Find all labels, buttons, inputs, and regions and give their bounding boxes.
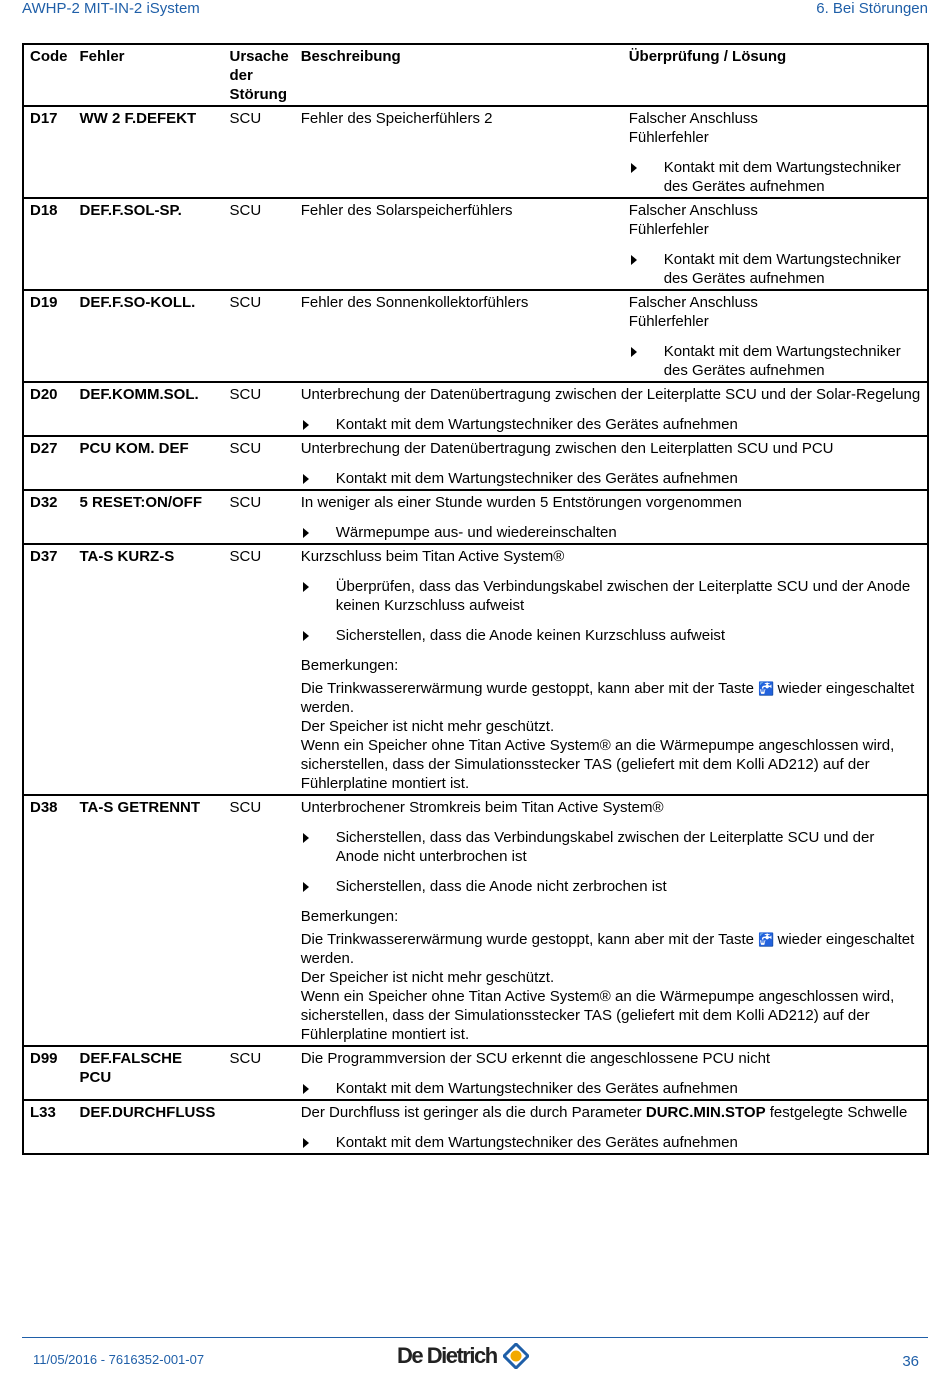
check-item: Falscher Anschluss [628,202,758,219]
fault-code: L33 [23,1100,74,1154]
remark-text: Wenn ein Speicher ohne Titan Active System® an die Wärmepumpe angeschlossen wird, sicherstellen, dass der Simulationsstecker TAS (geliefert mit dem Kolli AD212) auf der Fühlerplatine montiert ist. [300,988,895,1043]
brand-logo [397,1343,529,1369]
description-text-part: Der Durchfluss ist geringer als die durch Parameter [300,1104,642,1121]
fault-code: D18 [23,198,74,290]
fault-description: Fehler des Sonnenkollektorfühlers [295,290,623,382]
action-item: Sicherstellen, dass die Anode keinen Kurzschluss aufweist [301,626,921,645]
remark-text [301,679,921,717]
action-item: Kontakt mit dem Wartungstechniker des Gerätes aufnehmen [629,250,921,288]
table-row [23,198,928,290]
fault-name: DEF.KOMM.SOL. [74,382,224,436]
fault-description: Fehler des Solarspeicherfühlers [295,198,623,290]
action-item: Kontakt mit dem Wartungstechniker des Gerätes aufnehmen [301,1133,921,1152]
header-document-title: AWHP-2 MIT-IN-2 iSystem [22,0,200,17]
fault-cause: SCU [224,490,295,544]
description-text: Die Programmversion der SCU erkennt die angeschlossene PCU nicht [300,1050,771,1067]
fault-cause [224,1100,295,1154]
table-row [23,382,928,436]
remark-text-part: wieder eingeschaltet werden. [300,680,915,716]
fault-name: TA-S GETRENNT [74,795,224,1046]
action-item: Sicherstellen, dass die Anode nicht zerbrochen ist [301,877,921,896]
fault-code: D38 [23,795,74,1046]
fault-description [295,382,928,436]
remark-text-part: Die Trinkwassererwärmung wurde gestoppt, kann aber mit der Taste [300,680,754,697]
description-text: Unterbrochener Stromkreis beim Titan Active System® [300,799,664,816]
action-item: Überprüfen, dass das Verbindungskabel zwischen der Leiterplatte SCU und der Anode keinen Kurzschluss aufweist [301,577,921,615]
fault-cause: SCU [224,106,295,198]
fault-description [295,544,928,795]
fault-code: D17 [23,106,74,198]
fault-code: D20 [23,382,74,436]
table-row [23,1100,928,1154]
fault-description [295,1100,928,1154]
fault-name: DEF.F.SO-KOLL. [74,290,224,382]
fault-solution [623,290,928,382]
action-item: Sicherstellen, dass das Verbindungskabel zwischen der Leiterplatte SCU und der Anode nicht unterbrochen ist [301,828,921,866]
check-item: Falscher Anschluss [628,294,758,311]
fault-description: Fehler des Speicherfühlers 2 [295,106,623,198]
remark-text: Wenn ein Speicher ohne Titan Active System® an die Wärmepumpe angeschlossen wird, sicherstellen, dass der Simulationsstecker TAS (geliefert mit dem Kolli AD212) auf der Fühlerplatine montiert ist. [300,737,895,792]
column-header-description: Beschreibung [295,44,623,106]
fault-table [22,43,929,1155]
table-row [23,1046,928,1100]
fault-code: D27 [23,436,74,490]
header-chapter-title: 6. Bei Störungen [816,0,928,17]
brand-diamond-icon [503,1343,529,1369]
parameter-name: DURC.MIN.STOP [645,1104,766,1121]
action-item: Kontakt mit dem Wartungstechniker des Gerätes aufnehmen [301,1079,921,1098]
fault-name: DEF.DURCHFLUSS [74,1100,224,1154]
remark-text-part: Die Trinkwassererwärmung wurde gestoppt, kann aber mit der Taste [300,931,754,948]
table-row [23,490,928,544]
check-item: Fühlerfehler [628,313,709,330]
check-item: Fühlerfehler [628,129,709,146]
fault-description [295,436,928,490]
description-text: Unterbrechung der Datenübertragung zwischen den Leiterplatten SCU und PCU [300,440,834,457]
remark-text [301,930,921,968]
table-row [23,106,928,198]
fault-cause: SCU [224,795,295,1046]
remark-text-part: wieder eingeschaltet werden. [300,931,915,967]
table-header-row [23,44,928,106]
fault-code: D32 [23,490,74,544]
action-item: Kontakt mit dem Wartungstechniker des Gerätes aufnehmen [301,469,921,488]
fault-description [295,490,928,544]
table-row [23,290,928,382]
action-item: Kontakt mit dem Wartungstechniker des Gerätes aufnehmen [629,158,921,196]
remarks-title: Bemerkungen: [300,657,399,674]
footer-divider [22,1337,928,1338]
page-number: 36 [902,1353,919,1370]
fault-name: DEF.F.SOL-SP. [74,198,224,290]
action-item: Wärmepumpe aus- und wiedereinschalten [301,523,921,542]
fault-name: PCU KOM. DEF [74,436,224,490]
check-item: Falscher Anschluss [628,110,758,127]
column-header-code: Code [23,44,74,106]
table-row [23,436,928,490]
fault-description [295,795,928,1046]
fault-code: D37 [23,544,74,795]
description-text [301,1103,921,1122]
fault-cause: SCU [224,198,295,290]
fault-cause: SCU [224,1046,295,1100]
tap-key-icon: 🚰 [758,681,774,696]
tap-key-icon: 🚰 [758,932,774,947]
fault-solution [623,198,928,290]
fault-code: D19 [23,290,74,382]
fault-name: DEF.FALSCHE PCU [74,1046,224,1100]
action-item: Kontakt mit dem Wartungstechniker des Gerätes aufnehmen [301,415,921,434]
column-header-cause: Ursache der Störung [224,44,295,106]
fault-description [295,1046,928,1100]
fault-name: WW 2 F.DEFEKT [74,106,224,198]
fault-cause: SCU [224,382,295,436]
description-text: In weniger als einer Stunde wurden 5 Entstörungen vorgenommen [300,494,742,511]
table-row [23,544,928,795]
action-item: Kontakt mit dem Wartungstechniker des Gerätes aufnehmen [629,342,921,380]
fault-code: D99 [23,1046,74,1100]
remarks-title: Bemerkungen: [300,908,399,925]
column-header-fault: Fehler [74,44,224,106]
fault-cause: SCU [224,290,295,382]
description-text: Kurzschluss beim Titan Active System® [300,548,565,565]
check-item: Fühlerfehler [628,221,709,238]
column-header-solution: Überprüfung / Lösung [623,44,928,106]
fault-solution [623,106,928,198]
description-text: Unterbrechung der Datenübertragung zwischen der Leiterplatte SCU und der Solar-Regelung [300,386,921,403]
fault-cause: SCU [224,436,295,490]
brand-logo-text: De Dietrich [397,1343,497,1368]
remark-text: Der Speicher ist nicht mehr geschützt. [300,969,555,986]
remark-text: Der Speicher ist nicht mehr geschützt. [300,718,555,735]
fault-name: TA-S KURZ-S [74,544,224,795]
footer-document-reference: 11/05/2016 - 7616352-001-07 [33,1352,205,1367]
fault-name: 5 RESET:ON/OFF [74,490,224,544]
fault-cause: SCU [224,544,295,795]
table-row [23,795,928,1046]
description-text-part: festgelegte Schwelle [769,1104,908,1121]
